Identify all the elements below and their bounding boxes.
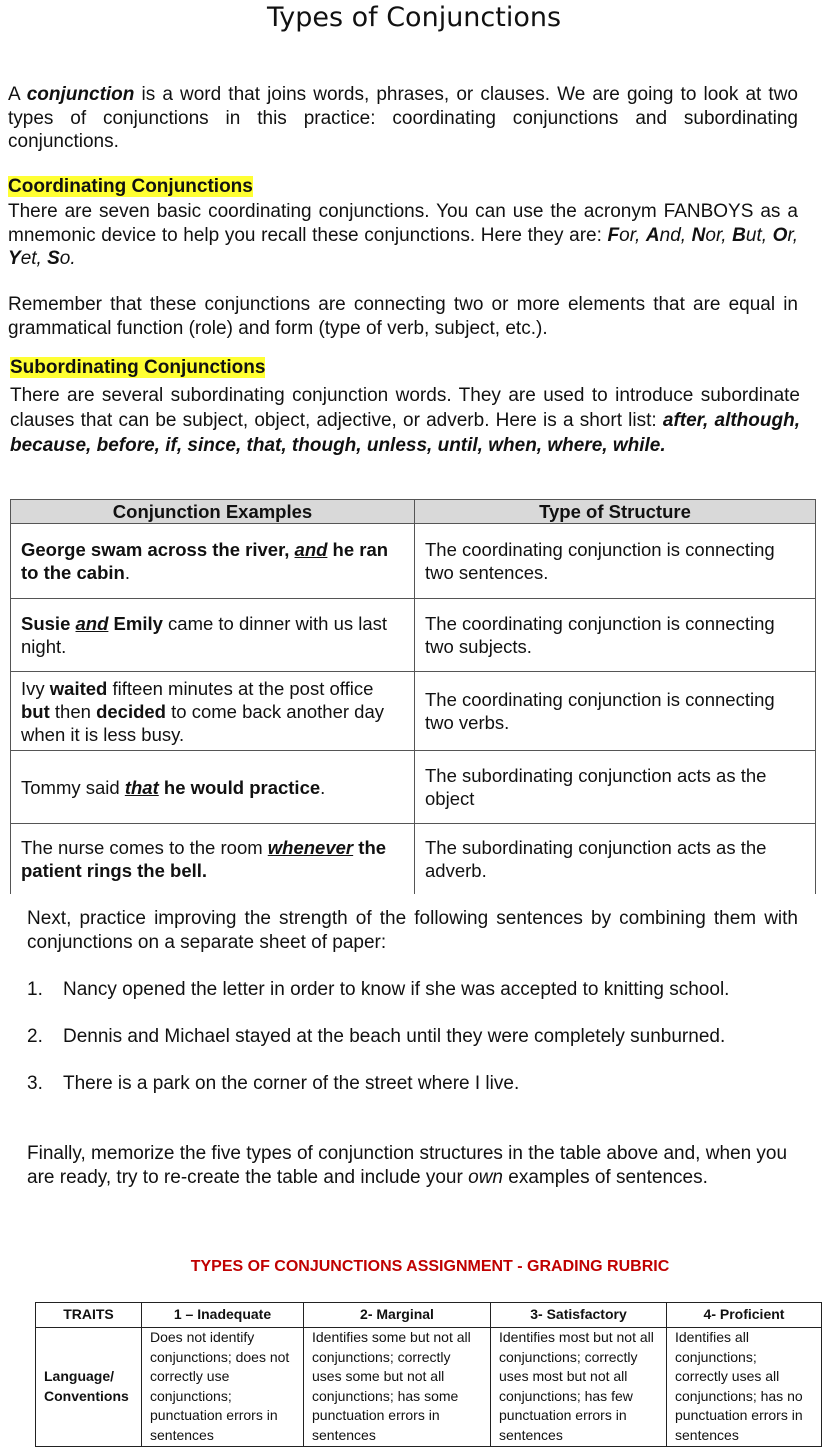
- text-segment: after, although, because, before, if, since, that, though, unless, until, when, where, while.: [10, 410, 800, 456]
- practice-item: [27, 1072, 519, 1095]
- item-number: 1.: [27, 979, 43, 1000]
- text-segment: then: [49, 700, 97, 722]
- text-segment: he would practice: [158, 776, 321, 798]
- text-segment: A: [8, 84, 27, 105]
- structure-cell: The coordinating conjunction is connecting two verbs.: [415, 672, 816, 751]
- text-segment: r,: [787, 224, 799, 246]
- subordinating-heading: Subordinating Conjunctions: [10, 357, 266, 378]
- text-segment: .: [320, 776, 326, 798]
- structure-cell: The subordinating conjunction acts as the adverb.: [415, 824, 816, 894]
- text-segment: and: [75, 613, 109, 634]
- text-segment: came to dinner with us last night.: [21, 613, 388, 657]
- structure-cell: The subordinating conjunction acts as the object: [415, 751, 816, 824]
- text-segment: et,: [20, 248, 48, 269]
- text-segment: There are seven basic coordinating conjunctions. You can use the acronym FANBOYS as a mnemonic device to help you recall these conjunctions. Here they are:: [8, 201, 798, 246]
- text-segment: A: [645, 224, 660, 246]
- item-text: Nancy opened the letter in order to know if she was accepted to knitting school.: [63, 979, 730, 1000]
- text-segment: ut,: [745, 224, 773, 246]
- conjunction-examples-table: [10, 499, 816, 894]
- example-cell: [11, 751, 415, 824]
- text-segment: fifteen minutes at the post office: [107, 677, 374, 699]
- rubric-header: 1 – Inadequate: [142, 1303, 304, 1328]
- rubric-cell: Does not identify conjunctions; does not correctly use conjunctions; punctuation errors in sentences: [142, 1328, 304, 1447]
- coordinating-note: [8, 293, 798, 340]
- text-segment: decided: [96, 700, 166, 722]
- text-segment: B: [732, 224, 746, 246]
- text-segment: Tommy said: [21, 776, 125, 798]
- grading-rubric-table: [35, 1302, 822, 1447]
- text-segment: Emily: [108, 613, 163, 634]
- text-segment: There are several subordinating conjunction words. They are used to introduce subordinate clauses that can be subject, object, adjective, or adverb. Here is a short list:: [10, 385, 800, 431]
- text-segment: F: [607, 224, 620, 246]
- text-segment: Finally, memorize the five types of conjunction structures in the table above and, when you are ready, try to re-create the table and include your: [27, 1143, 788, 1188]
- text-segment: N: [691, 224, 706, 246]
- trait-cell: Language/ Conventions: [36, 1328, 142, 1447]
- rubric-header: 3- Satisfactory: [491, 1303, 667, 1328]
- text-segment: conjunction: [26, 84, 135, 105]
- text-segment: George swam across the river,: [21, 539, 295, 560]
- final-instructions: [27, 1142, 798, 1189]
- text-segment: o.: [59, 248, 76, 269]
- text-segment: Remember that these conjunctions are connecting two or more elements that are equal in grammatical function (role) and form (type of verb, subject, etc.).: [8, 294, 798, 339]
- structure-cell: The coordinating conjunction is connecting two sentences.: [415, 524, 816, 599]
- structure-cell: The coordinating conjunction is connecting two subjects.: [415, 599, 816, 672]
- item-number: 2.: [27, 1026, 43, 1047]
- text-segment: he ran to the cabin: [21, 539, 389, 583]
- column-header: Conjunction Examples: [11, 500, 415, 524]
- coordinating-paragraph: [8, 200, 798, 271]
- text-segment: S: [47, 248, 60, 269]
- rubric-header: TRAITS: [36, 1303, 142, 1328]
- coordinating-heading: Coordinating Conjunctions: [8, 176, 253, 197]
- rubric-row: [36, 1328, 822, 1447]
- text-segment: waited: [49, 677, 108, 699]
- text-segment: examples of sentences.: [502, 1166, 708, 1188]
- item-text: There is a park on the corner of the street where I live.: [63, 1073, 520, 1094]
- text-segment: that: [124, 776, 159, 798]
- practice-item: [27, 978, 729, 1001]
- example-cell: [11, 524, 415, 599]
- rubric-cell: Identifies some but not all conjunctions; correctly uses some but not all conjunctions; has some punctuation errors in sentences: [304, 1328, 491, 1447]
- rubric-header: 2- Marginal: [304, 1303, 491, 1328]
- column-header: Type of Structure: [415, 500, 816, 524]
- text-segment: nd,: [659, 224, 692, 246]
- text-segment: .: [124, 562, 130, 583]
- text-segment: O: [772, 224, 788, 246]
- table-row: [11, 672, 816, 751]
- practice-instructions: [27, 907, 798, 954]
- text-segment: the patient rings the bell.: [21, 836, 387, 881]
- practice-item: [27, 1025, 725, 1048]
- text-segment: or,: [705, 224, 733, 246]
- rubric-title: TYPES OF CONJUNCTIONS ASSIGNMENT - GRADING RUBRIC: [190, 1258, 670, 1275]
- text-segment: Ivy: [21, 677, 50, 699]
- table-row: [11, 824, 816, 894]
- text-segment: and: [294, 539, 328, 560]
- text-segment: but: [21, 700, 50, 722]
- rubric-header: 4- Proficient: [667, 1303, 822, 1328]
- text-segment: Next, practice improving the strength of the following sentences by combining them with conjunctions on a separate sheet of paper:: [27, 908, 798, 953]
- table-row: [11, 599, 816, 672]
- rubric-cell: Identifies all conjunctions; correctly uses all conjunctions; has no punctuation errors in sentences: [667, 1328, 822, 1447]
- text-segment: is a word that joins words, phrases, or clauses. We are going to look at two types of conjunctions in this practice: coordinating conjunctions and subordinating conjunctions.: [8, 84, 798, 152]
- text-segment: The nurse comes to the room: [21, 836, 268, 858]
- text-segment: to come back another day when it is less busy.: [21, 700, 385, 745]
- page-title: Types of Conjunctions: [266, 2, 562, 33]
- table-row: [11, 751, 816, 824]
- example-cell: [11, 599, 415, 672]
- text-segment: Y: [8, 248, 21, 269]
- text-segment: Susie: [21, 613, 76, 634]
- text-segment: own: [468, 1166, 503, 1188]
- item-number: 3.: [27, 1073, 43, 1094]
- text-segment: or,: [619, 224, 646, 246]
- example-cell: [11, 672, 415, 751]
- example-cell: [11, 824, 415, 894]
- table-row: [11, 524, 816, 599]
- text-segment: whenever: [267, 836, 354, 858]
- subordinating-paragraph: [10, 383, 800, 458]
- item-text: Dennis and Michael stayed at the beach until they were completely sunburned.: [63, 1026, 726, 1047]
- rubric-cell: Identifies most but not all conjunctions; correctly uses most but not all conjunctions; has few punctuation errors in sentences: [491, 1328, 667, 1447]
- intro-paragraph: [8, 83, 798, 154]
